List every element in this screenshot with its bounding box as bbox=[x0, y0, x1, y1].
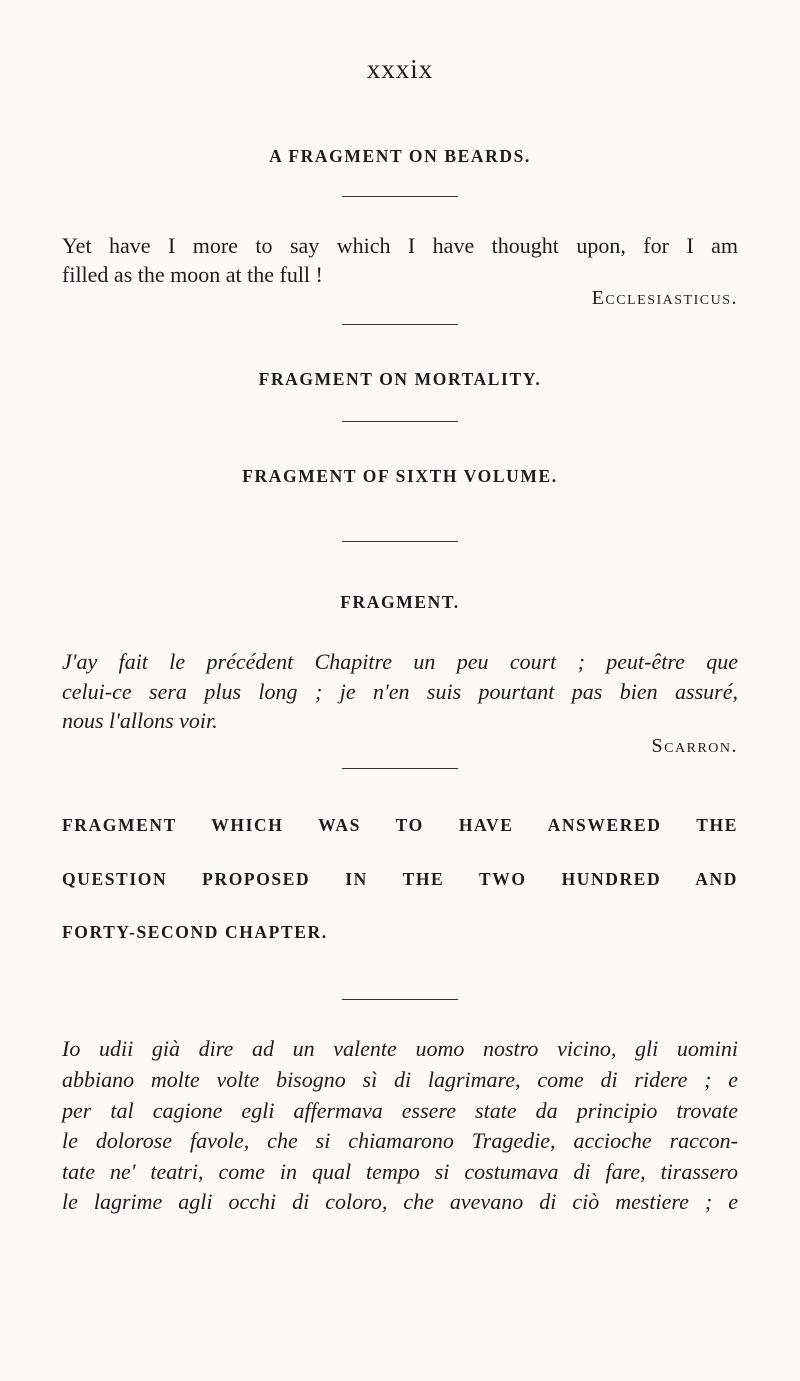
quote-line: Io udii già dire ad un valente uomo nostro vicino, gli uomini bbox=[62, 1036, 738, 1061]
quote-line: per tal cagione egli affermava essere state da principio trovate bbox=[62, 1098, 738, 1123]
quote-line: le dolorose favole, che si chiamarono Tragedie, accioche raccon- bbox=[62, 1128, 738, 1153]
divider bbox=[342, 541, 458, 542]
quote-line: J'ay fait le précédent Chapitre un peu court ; peut-être que bbox=[62, 649, 738, 674]
page-number: xxxix bbox=[366, 54, 434, 84]
quote-line: Yet have I more to say which I have thought upon, for I am bbox=[62, 233, 738, 258]
divider bbox=[342, 768, 458, 769]
divider bbox=[342, 324, 458, 325]
quote-line: abbiano molte volte bisogno sì di lagrimare, come di ridere ; e bbox=[62, 1067, 738, 1092]
attribution: Ecclesiasticus. bbox=[591, 287, 738, 309]
heading-question-line: FORTY-SECOND CHAPTER. bbox=[62, 922, 328, 942]
quote-line: nous l'allons voir. bbox=[62, 708, 218, 733]
heading-sixth-volume: FRAGMENT OF SIXTH VOLUME. bbox=[242, 466, 558, 486]
heading-beards: A FRAGMENT ON BEARDS. bbox=[269, 146, 531, 166]
heading-mortality: FRAGMENT ON MORTALITY. bbox=[258, 369, 542, 389]
quote-line: filled as the moon at the full ! bbox=[62, 262, 323, 287]
divider bbox=[342, 196, 458, 197]
quote-line: celui-ce sera plus long ; je n'en suis pourtant pas bien assuré, bbox=[62, 679, 738, 704]
heading-question-line: FRAGMENT WHICH WAS TO HAVE ANSWERED THE bbox=[62, 815, 738, 835]
divider bbox=[342, 421, 458, 422]
quote-line: le lagrime agli occhi di coloro, che avevano di ciò mestiere ; e bbox=[62, 1189, 738, 1214]
divider bbox=[342, 999, 458, 1000]
quote-line: tate ne' teatri, come in qual tempo si costumava di fare, tirassero bbox=[62, 1159, 738, 1184]
heading-fragment: FRAGMENT. bbox=[340, 592, 460, 612]
heading-question-line: QUESTION PROPOSED IN THE TWO HUNDRED AND bbox=[62, 869, 738, 889]
attribution: Scarron. bbox=[651, 735, 738, 757]
